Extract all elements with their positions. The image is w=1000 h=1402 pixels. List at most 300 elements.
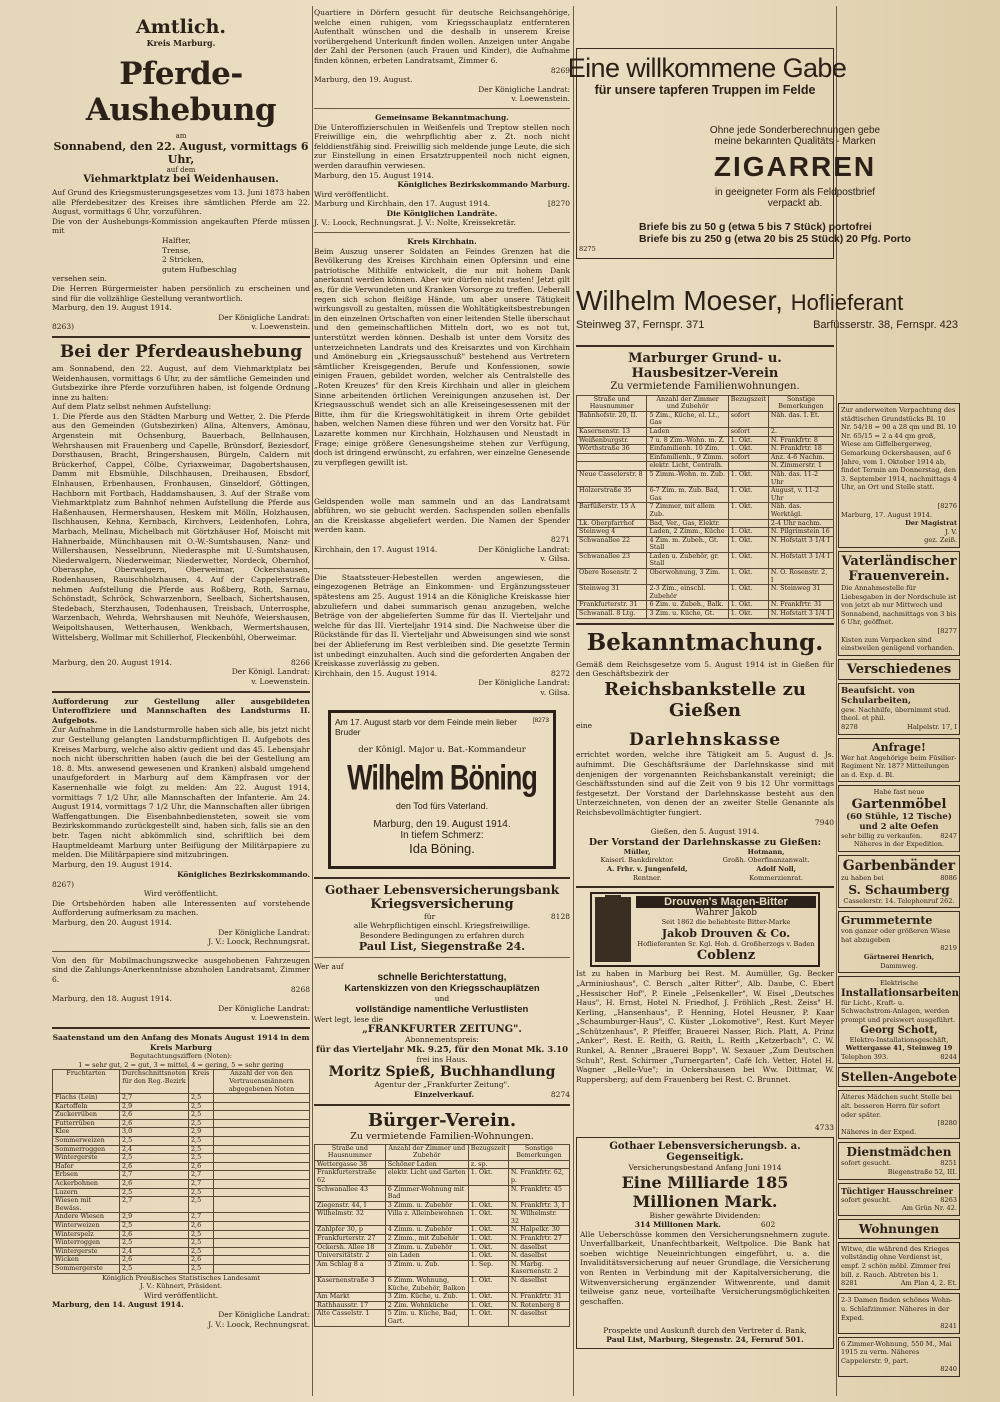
cell: Schwanallee 22 <box>577 536 647 552</box>
cell: Steinweg 31 <box>577 585 647 601</box>
cell: Alte Casselstr. 1 <box>315 1310 386 1326</box>
ref-number: 8272 <box>550 668 570 678</box>
pferde-body: Die Herren Bürgermeister haben persönlich zu erscheinen und sind für die vollzählige Gestellung verantwortlich. <box>52 283 310 303</box>
death-text: den Tod fürs Vaterland. <box>395 800 489 811</box>
signature: Der Königliche Landrat: <box>478 84 570 94</box>
death-intro: Am 17. August starb vor dem Feinde mein lieber Bruder <box>335 716 517 737</box>
cell: 1. Okt. <box>728 536 768 552</box>
table-row <box>577 427 834 436</box>
text-eine: eine <box>576 720 593 730</box>
signature: v. Loewenstein. <box>511 94 570 104</box>
cell: 2 Zim. Wohnküche <box>385 1301 468 1310</box>
cell-empty <box>213 1137 309 1146</box>
cell: Rathhausstr. 17 <box>315 1301 386 1310</box>
cell-empty <box>213 1111 309 1120</box>
cell: 4 Zim. m. Zubeh., Gt. Stall <box>647 536 728 552</box>
gm-title: Gartenmöbel <box>851 796 947 812</box>
gotha-sub: Kriegsversicherung <box>370 896 514 912</box>
pferde-items <box>52 236 310 274</box>
cell-name: Kartoffeln <box>53 1102 120 1111</box>
gartenmoebel-ad <box>838 785 960 852</box>
zigarren-word: ZIGARREN <box>713 151 877 182</box>
cell: sofort <box>728 411 768 427</box>
frauenverein-ad <box>838 551 960 656</box>
signature: gez. Zeiß. <box>924 536 957 545</box>
cell-empty <box>213 1256 309 1265</box>
cell: Schwanallee 23 <box>577 552 647 568</box>
cell: Holzerstraße 35 <box>577 487 647 503</box>
cell: N. Frankfrtr. 18 <box>768 445 833 454</box>
table-row <box>577 536 834 552</box>
cell: Näh. das. Werktägl. <box>768 503 833 519</box>
gb-body: zu haben bei <box>841 874 884 883</box>
drouven-list: Ist zu haben in Marburg bei Rest. M. Aumüller, Gg. Becker „Arminiushaus", C. Bersch „alter Ritter", Alb. Daube, C. Ebert „Hessischer Hof", P. Einele „Felsenkeller", W. Eisel „Deutsches Haus", H. Ernst, Hotel N. Friedhof, J. Fröhlich „Rest. Zeiss" H. Kerling, „Hansenhaus", P. Henning, Hotel Heusner, P. Kaar „Schaumburger-Haus", C. Küster „Lokomotive", Rest. Kurt Meyer „Schützenhaus", P. Pfeiffer, Brauerei Nasser, Rich. Platt, A. Prinz „Anker", Rest. E. Reith, G. Reith, L. Reith „Ketzerbach", C. W. Runkel, A. Renner „Brauerei Bopp", W. Sexauer „Zum Deutschen Schuh", Rest. Schirmer „Turnergarten", Café Ich. Vetter, Hotel H. Wagner „Belle-Vue"; in Ockershausen bei Ww. Dittmar, W. Ruppersberg; auf dem Frauenberg bei Rest. C. Brunnet. <box>576 969 834 1084</box>
anfrage-ad <box>838 738 960 783</box>
column-classifieds <box>838 400 960 1380</box>
kirchhain-body: Beim Auszug unserer Soldaten an Feindes Grenzen hat die Bevölkerung des Kreises Kirchhain einen Opfersinn und eine patriotische Mithilfe entwickelt, die nur mit hohem Dank anerkannt werden können. Aber wir dürfen nicht rasten! Jetzt gilt es, für die Verwundeten und Kranken Vorsorge zu treffen. Ueberall regen sich schon fleißige Hände, um aber unsere Tätigkeit wirkungsvoll zu gestalten, müssen die Wohltätigkeitsbestrebungen in den einzelnen Ortschaften von einer leitenden Stelle überschaut und den gemeinschaftlichen Mitteln dort, wo es not tut, unterstützt werden können. Deshalb ist unter dem Vorsitz des unterzeichneten Landrats und des Kreisarztes und von Kirchhain und Amöneburg ein „Kriegsausschuß" bestehend aus Vertretern sämtlicher Kreisgegenden, Berufe und Konfessionen, sowie einigen Frauen, gebildet worden, welcher als Centralstelle des „Roten Kreuzes" für den Kreis Kirchhain und aller in gleichem Sinne arbeitenden örtlichen Vereinigungen anzusehen ist. Der Kriegsausschuß wendet sich an alle Kreiseingesessenen mit der Bitte, ihm für die Kriegswohltätigkeit in ihrem Orte gebildet haben, welchen Namen diese führen und wer den Vorsitz hat. Für Lazarette kommen nur Kirchhain, Holzhausen und Neustadt in Frage; einige größere Genesungsheime stehen zur Verfügung, doch ist dringend erwünscht, zu erfahren, wer einzelne Genesende zu verpflegen gewillt ist. <box>314 246 570 467</box>
ffz-line: Wert legt, lese die <box>314 1014 384 1024</box>
cell: z. sp. <box>468 1160 508 1169</box>
cell: 6 Zimmer-Wohnung mit Bad <box>385 1185 468 1201</box>
kirchhain-title: Kreis Kirchhain. <box>407 237 477 247</box>
table-row <box>53 1239 310 1248</box>
cell-name: Futterrüben <box>53 1119 120 1128</box>
table-row <box>53 1197 310 1213</box>
cell: Am Schlag 8 a <box>315 1260 386 1276</box>
gotha-agent: Paul List, Siegenstraße 24. <box>358 940 526 954</box>
cell: N. O. Rosenstr. 2, I <box>768 569 833 585</box>
quartiere-notice: Quartiere in Dörfern gesucht für deutsche Reichsangehörige, welche einen ruhigen, vom Kriegsschauplatz entfernteren Aufenthalt wünschen und die deshalb in unserem Kreise vorübergehend Unterkunft finden wollen. Anzeigen unter Angabe der Zahl der Personen (auch Frauen und Kinder), die Aufnahme finden können, erbeten Landratsamt, Zimmer 6. <box>314 8 570 65</box>
drouven-city: Coblenz <box>696 948 756 964</box>
kirchhain-body: Geldspenden wolle man sammeln und an das Landratsamt abführen, wo sie gebucht werden. Sachspenden sollen ebenfalls an die Kreiskasse abgeliefert werden. Die Namen der Spender werden kann. <box>314 496 570 535</box>
wohnung-body: 2-3 Damen finden schönes Wohn- u. Schlafzimmer. Näheres in der Exped. <box>841 1296 953 1322</box>
ref-number: 8241 <box>940 1322 957 1331</box>
gabe-porto: Briefe bis zu 250 g (etwa 20 bis 25 Stück) 20 Pfg. Porto <box>639 233 911 245</box>
cell: N. Frankfrtr. 45 <box>508 1185 569 1201</box>
amtlich-heading: Amtlich. <box>135 16 227 38</box>
ref-number: 7940 <box>814 817 834 827</box>
cell: Schwanallee 43 <box>315 1185 386 1201</box>
cell: 7 Zimmer, mit allem Zub. <box>647 503 728 519</box>
cell-value: 2,5 <box>120 1154 189 1163</box>
text-am: am <box>175 132 187 140</box>
cell-name: Wintergerste <box>53 1247 120 1256</box>
ref-number: 8278 <box>841 722 858 731</box>
frauenverein-body: Die Annahmestelle für Liebesgaben in der Nordschule ist von jetzt ab nur Mittwoch und Sonnabend, nachmittags von 3 bis 6 Uhr, geöffnet. <box>841 583 957 627</box>
cell: Anz. 4-6 Nachm. <box>768 453 833 462</box>
cell: 1. Okt. <box>468 1201 508 1210</box>
cell-value: 2,6 <box>120 1162 189 1171</box>
list-item: Halfter, <box>162 235 191 245</box>
cell-value: 2,5 <box>188 1239 213 1248</box>
table-row <box>53 1180 310 1189</box>
text-und: und <box>434 993 450 1003</box>
darlehnskasse-title: Darlehnskasse <box>628 730 782 751</box>
ref-number: 8086 <box>940 874 957 883</box>
column-notices-ads <box>314 8 570 1327</box>
cell-name: Wicken <box>53 1256 120 1265</box>
ref-number: 8267) <box>52 879 75 889</box>
text-fur: für <box>424 911 436 921</box>
cell-name: Klee <box>53 1128 120 1137</box>
cell: 1. Okt. <box>468 1252 508 1261</box>
drouven-sub: Wahrer Jakob <box>694 908 758 919</box>
cell <box>468 1185 508 1201</box>
address: Casselerstr. 14. Telephonruf 262. <box>843 896 955 905</box>
table-header: Fruchtarten <box>53 1070 120 1094</box>
date-line: Marburg, den 19. August 1914. <box>52 860 172 870</box>
table-row <box>315 1185 570 1201</box>
cell: 5 Zim. u. Küche, Bad, Gart. <box>385 1310 468 1326</box>
el-pre: Elektrische <box>880 979 918 988</box>
cell: 1. Okt. <box>468 1169 508 1185</box>
wohnung-body: Witwe, die während des Krieges vollständig ohne Verdienst ist, empf. 2 schön möbl. Zimmer frei bill. z. Rauch. Abtreten bis 1. <box>841 1244 951 1279</box>
ref-number: 4733 <box>814 1123 834 1133</box>
date-line: Gießen, den 5. August 1914. <box>650 827 760 837</box>
cell-empty <box>213 1188 309 1197</box>
table-row <box>577 569 834 585</box>
gr-title: Grummeternte <box>841 914 933 928</box>
cell-value: 2,5 <box>188 1119 213 1128</box>
cell: Wörthstraße 36 <box>577 445 647 454</box>
pferde-date-line: Sonnabend, den 22. August, vormittags 6 Uhr, <box>53 140 309 166</box>
ref-number: [8276 <box>937 502 957 510</box>
cell: Steinweg 4 <box>577 528 647 537</box>
el-body: für Licht-, Kraft- u. Schwachstrom-Anlagen, werden prompt und preiswert ausgeführt. <box>841 998 956 1024</box>
signature: Der Königliche Landrat: <box>218 1003 310 1013</box>
wird-veroeffentlicht: Wird veröffentlicht. <box>143 889 219 899</box>
gabe-sub: für unsere tapferen Truppen im Felde <box>594 83 816 97</box>
moeser-ad <box>576 285 958 331</box>
ffz-abo: Abonnementspreis: <box>405 1035 479 1045</box>
cell: 1. Okt. <box>728 470 768 486</box>
ref-number: 8251 <box>940 1159 957 1168</box>
signature: J. V.: Loock, Rechnungsrat. <box>208 937 310 947</box>
cell-value: 2,7 <box>120 1197 189 1213</box>
column-rule <box>573 6 574 1396</box>
cell-value: 2,5 <box>120 1137 189 1146</box>
date-line: Marburg, den 19. August. <box>314 75 413 85</box>
saatenstand-footer: J. V.: Kühnert, Präsident. <box>140 1282 222 1291</box>
cell: Bahnhofstr. 20, II. <box>577 411 647 427</box>
ref-number: 602 <box>760 1220 776 1230</box>
cell: Wilhelmstr. 32 <box>315 1210 386 1226</box>
cell: Frankfurterstraße 62 <box>315 1169 386 1185</box>
cell: 2-4 Uhr nachm. <box>768 519 833 528</box>
table-row <box>315 1260 570 1276</box>
cell-name: Flachs (Lein) <box>53 1094 120 1103</box>
gr-name: Gärtnerei Henrich, <box>863 953 935 962</box>
wohnungen-heading: Wohnungen <box>838 1219 960 1239</box>
bekanntmachung-intro: Gemäß dem Reichsgesetze vom 5. August 1914 ist in Gießen für den Geschäftsbezirk der <box>576 659 834 679</box>
cell-value: 2,5 <box>120 1239 189 1248</box>
cell-value: 2,5 <box>120 1188 189 1197</box>
cell: ein Laden <box>385 1252 468 1261</box>
cell-name: Winterroggen <box>53 1239 120 1248</box>
cell: N. Steinweg 31 <box>768 585 833 601</box>
cell: Laden u. Zubehör, gr. Stall <box>647 552 728 568</box>
cell: 4 Zimm. u. Zubehör <box>385 1226 468 1235</box>
ffz-line: vollständige namentliche Verlustlisten <box>355 1003 529 1015</box>
cell: Bad, Ver., Gas, Elektr. <box>647 519 728 528</box>
table-header: Sonstige Bemerkungen <box>768 395 833 411</box>
cell: Einfamilienh., 9 Zimm. <box>647 453 728 462</box>
cell-name: Winterweizen <box>53 1222 120 1231</box>
cell <box>577 453 647 462</box>
cell: 1. Okt. <box>728 610 768 619</box>
gl-agent: Paul List, Marburg, Siegenstr. 24, Fernruf 501. <box>606 1335 804 1345</box>
cell: Lk. Oberpfarrhof <box>577 519 647 528</box>
cell: 1. Okt. <box>468 1277 508 1293</box>
ref-number: 8269 <box>550 65 570 75</box>
ffz-frei: frei ins Haus. <box>416 1054 468 1064</box>
cell: N. daselbst <box>508 1252 569 1261</box>
vorstand-member: Müller, <box>623 847 651 856</box>
ffz-line: schnelle Berichterstattung, <box>377 971 507 983</box>
cell-value: 2,5 <box>188 1247 213 1256</box>
cell-value: 2,6 <box>188 1256 213 1265</box>
mgh-table <box>576 395 834 619</box>
cell: 6-7 Zim. m. Zub. Bad, Gas <box>647 487 728 503</box>
table-row <box>53 1162 310 1171</box>
cell: Wettergasse 38 <box>315 1160 386 1169</box>
ref-number: 8128 <box>550 911 570 921</box>
kreis-heading: Kreis Marburg. <box>146 38 216 48</box>
cell: Weißenburgstr. <box>577 436 647 445</box>
cell-value: 2,5 <box>120 1222 189 1231</box>
gl-stand: Versicherungsbestand Anfang Juni 1914 <box>628 1162 782 1172</box>
verschiedenes-heading: Verschiedenes <box>838 659 960 680</box>
moeser-address: Steinweg 37, Fernspr. 371 <box>576 318 705 331</box>
cell: 3 Zimm. u. Zub. <box>385 1260 468 1276</box>
gm-pre: Habe fast neue <box>873 788 925 797</box>
cell: 5 Zimm.-Wohn. m. Zub. <box>647 470 728 486</box>
cell: N. daselbst <box>508 1277 569 1293</box>
cell: 7 u. 8 Zim.-Wohn. m. Z. <box>647 436 728 445</box>
cell: N. Hofstatt 3 1/4 I <box>768 552 833 568</box>
stellen-angebote-heading: Stellen-Angebote <box>838 1067 960 1087</box>
cell: Frankfurterstr. 31 <box>577 601 647 610</box>
darlehnskasse-body: errichtet worden, welche ihre Tätigkeit am 5. August d. Js. aufnimmt. Die Geschäftsräume der Darlehnskasse sind mit denjenigen der vorgenannten Reichsbankanstalt vereinigt; die Geschäftsstunden sind auf die Zeit von 9 bis 12 Uhr vormittags festgesetzt. Der Vorstand der Darlehnskasse besteht aus den Unterzeichneten, von denen der an zweiter Stelle Genannte als Reichsbevollmächtigter fungiert. <box>576 750 834 817</box>
cell: elektr. Licht, Centralh. <box>647 462 728 471</box>
frauenverein-title: Vaterländischer Frauenverein. <box>841 553 957 584</box>
el-title: Installationsarbeiten <box>841 987 959 999</box>
cell: Am Markt <box>315 1293 386 1302</box>
drouven-firm: Hoflieferanten Sr. Kgl. Hoh. d. Großherzogs v. Baden <box>637 939 815 948</box>
cell: Frankfurterstr. 27 <box>315 1235 386 1244</box>
cell: 1. Okt. <box>468 1243 508 1252</box>
date-line: Marburg, den 19. August 1914. <box>52 303 172 313</box>
cell: N. Frankfrtr. 3, I <box>508 1201 569 1210</box>
list-item: gutem Hufbeschlag <box>162 264 237 274</box>
date-line: Marburg, den 18. August 1914. <box>52 994 172 1004</box>
ref-number: 8244 <box>940 1052 957 1061</box>
address: Näheres in der Exped. <box>841 1127 917 1136</box>
drouven-ad <box>590 892 820 967</box>
cell-empty <box>213 1247 309 1256</box>
bei-body: am Sonnabend, den 22. August, auf dem Viehmarktplatz bei Weidenhausen, vormittags 6 Uhr, zu der sämtliche Gemeinden und Gutsbezirke ihre Pferde vorzuführen haben, ist folgende Ordnung inne zu halten: <box>52 363 310 402</box>
table-header: Durchschnittsnoten für den Reg.-Bezirk <box>120 1070 189 1094</box>
address: Am Plan 4, 2. Et. <box>900 1278 957 1287</box>
ffz-price: für das Vierteljahr Mk. 9.25, für den Monat Mk. 3.10 <box>316 1044 568 1055</box>
gabe-line: meine bekannten Qualitäts - Marken <box>714 136 876 147</box>
saatenstand-rows <box>53 1094 310 1273</box>
signature: v. Gilsa. <box>540 554 570 564</box>
pferde-body: Auf Grund des Kriegsmusterungsgesetzes vom 13. Juni 1873 haben alle Pferdebesitzer des Kreises ihre sämtlichen Pferde am 22. August, vormittags 6 Uhr, vorzuführen. <box>52 188 310 217</box>
table-header: Straße und Hausnummer <box>315 1144 386 1160</box>
cell-value: 2,4 <box>120 1247 189 1256</box>
date-line: Marburg, den 14. August 1914. <box>52 1300 184 1310</box>
cell-value: 2,5 <box>120 1264 189 1273</box>
cell-value: 2,7 <box>188 1213 213 1222</box>
cell: N. daselbst <box>508 1310 569 1326</box>
cell: Ockersh. Allee 18 <box>315 1243 386 1252</box>
date-line: Kirchhain, den 15. August 1914. <box>314 668 438 678</box>
table-row <box>53 1137 310 1146</box>
aufforderung-body: Zur Aufnahme in die Landsturmrolle haben sich alle, bis jetzt nicht zur Gestellung gelangten Landsturmpflichtigen II. Aufgebots des Kreises Marburg, welche also aktiv gedient und das 45. Lebensjahr noch nicht überschritten haben (auch die bei der Gestellung am 18. 8. Mts. anwesend gewesenen und Kranken) alsbald umgehend unaufgefordert in Marburg auf dem Kämpfrasen vor der Kasernenhalle wie folgt zu melden: Am 22. August 1914, vormittags 7 1/2 Uhr, alle Mannschaften der Infanterie. Am 24. August 1914, vormittags 7 1/2 Uhr, die Mannschaften aller übrigen Waffengattungen. Die Eisenbahnbediensteten, soweit sie vom Bezirkskommando zurückgestellt sind, haben sich, falls sie an den betr. Tagen nicht abkömmlich sind, schriftlich bei dem Hauptmeldeamt Marburg unter Beifügung der Militärpapiere zu melden. Die Militärpapiere sind mitzubringen. <box>52 725 310 860</box>
grummeternte-ad <box>838 911 960 973</box>
cell: Obere Rosenstr. 2 <box>577 569 647 585</box>
cell: 1. Okt. <box>728 487 768 503</box>
cell: N. Frankfrtr. 31 <box>768 601 833 610</box>
frauenverein-body: Kisten zum Verpacken sind einstweilen genügend vorhanden. <box>841 635 955 653</box>
cell: 1. Okt. <box>728 601 768 610</box>
date-line: Marburg, den 20. August 1914. <box>52 657 172 667</box>
ffz-einzel: Einzelverkauf. <box>414 1089 475 1099</box>
cell-empty <box>213 1171 309 1180</box>
signature: v. Loewenstein. <box>251 322 310 332</box>
gotha-title: Gothaer Lebensversicherungsbank <box>324 882 560 897</box>
signature: v. Loewenstein. <box>251 1013 310 1023</box>
ffz-agent: Agentur der „Frankfurter Zeitung". <box>374 1080 510 1090</box>
ref-number: 8281 <box>841 1278 858 1287</box>
cell-value: 3,0 <box>120 1128 189 1137</box>
date-line: Marburg, 17. August 1914. <box>841 510 932 519</box>
wohnung-ad <box>838 1337 960 1377</box>
table-row <box>315 1210 570 1226</box>
table-row <box>577 411 834 427</box>
cell-empty <box>213 1230 309 1239</box>
address: Näheres in der Expedition. <box>853 840 945 849</box>
death-place: Marburg, den 19. August 1914. <box>373 818 511 830</box>
cell: 1. Okt. <box>728 585 768 601</box>
cell: N. daselbst <box>508 1243 569 1252</box>
signature: J. V. <box>944 527 957 536</box>
date-line: Marburg, den 15. August 1914. <box>314 170 434 180</box>
saatenstand-title: Saatenstand um den Anfang des Monats August 1914 in dem Kreis Marburg <box>52 1032 310 1052</box>
ref-number: 8271 <box>550 535 570 545</box>
cell-value: 2,5 <box>188 1137 213 1146</box>
death-name: Wilhelm Böning <box>347 758 537 798</box>
verpachtung-ad <box>838 403 960 548</box>
cell: sofort <box>728 427 768 436</box>
date-line: Marburg und Kirchhain, den 17. August 1914. <box>314 199 491 209</box>
ref-number: 8263 <box>940 1195 957 1204</box>
cell: 1. Okt. <box>728 503 768 519</box>
cell-value: 2,9 <box>120 1213 189 1222</box>
wohnung-body: 6 Zimmer-Wohnung, 550 M., Mai 1915 zu verm. Näheres Cappelerstr. 9, part. <box>841 1339 952 1365</box>
cell: N. Marbg. Kasernenstr. 2 <box>508 1260 569 1276</box>
pferde-body: versehen sein. <box>52 274 107 284</box>
cell-empty <box>213 1128 309 1137</box>
cell: N. Hofstatt 3 1/4 I <box>768 536 833 552</box>
cell-value: 2,7 <box>188 1171 213 1180</box>
table-row <box>577 487 834 503</box>
signature: Der Magistrat <box>905 519 957 528</box>
cell: Einfamilienh. 10 Zim. <box>647 445 728 454</box>
vorstand-member: A. Frhr. v. Jungenfeld, <box>606 864 688 873</box>
bei-der-pferdeaushebung-title: Bei der Pferdeaushebung <box>59 341 303 362</box>
cell-value: 2,6 <box>188 1162 213 1171</box>
cell-name: Ackerbohnen <box>53 1180 120 1189</box>
moeser-title: Hoflieferant <box>790 289 904 315</box>
el-name: Georg Schott, <box>860 1024 938 1036</box>
column-rule <box>312 6 313 1396</box>
cell: 1. Okt. <box>468 1310 508 1326</box>
cell: Laden <box>647 427 728 436</box>
staatssteuer-body: Die Staatssteuer-Hebestellen werden angewiesen, die eingezogenen Beträge an Einkommen- und Ergänzungssteuer spätestens am 25. August 1914 an die Königliche Kreiskasse hier abzuliefern und dabei summarisch genau anzugeben, welche Beträge von der abgelieferten Summe für das II. Vierteljahr und welche für das III. Vierteljahr 1914 sind. Die Nachweise über die Rückstände für das II. Vierteljahr und Abweisungen sind wie sonst bei der Ablieferung im Rest verbleiben sind. Die gesetzte Termin ist unbedingt einzuhalten. Auch sind die geforderten Angaben der Kreiskasse zuverlässig zu geben. <box>314 572 570 669</box>
schularbeiten-title: Beaufsicht. von Schularbeiten, <box>841 685 915 706</box>
installation-ad <box>838 976 960 1064</box>
cell: N. Zimmerstr. 1 <box>768 462 833 471</box>
cell-name: Luzern <box>53 1188 120 1197</box>
table-row <box>53 1094 310 1103</box>
gabe-porto: Briefe bis zu 50 g (etwa 5 bis 7 Stück) portofrei <box>639 221 872 233</box>
cell-value: 2,5 <box>188 1102 213 1111</box>
bottle-icon <box>595 897 631 962</box>
cell-empty <box>213 1102 309 1111</box>
gl-div: Bisher gewährte Dividenden: <box>649 1210 761 1220</box>
cell-value: 2,5 <box>188 1197 213 1213</box>
gabe-line: Ohne jede Sonderberechnungen gebe <box>709 125 881 136</box>
ref-number: [8273 <box>532 716 549 724</box>
tb-title: Tüchtiger Hausschreiner <box>841 1185 953 1196</box>
cell-name: Sommerroggen <box>53 1145 120 1154</box>
cell: 3 Zim. u. Küche, Gt. <box>647 610 728 619</box>
death-signer: Ida Böning. <box>409 840 475 856</box>
gemeinsame-body: Die Unteroffizierschulen in Weißenfels und Treptow stellen noch Freiwillige ein, die wehrpflichtig aber z. Zt. noch nicht felddienstfähig sind. Freiwillig sich meldende junge Leute, die sich zur Einstellung in einen Ersatztruppenteil noch nicht eignen, werden daraufhin verwiesen. <box>314 122 570 170</box>
cell: 1. Okt. <box>728 528 768 537</box>
saatenstand-scale: 1 = sehr gut, 2 = gut, 3 = mittel, 4 = gering, 5 = sehr gering <box>78 1060 284 1069</box>
signature: Königliches Bezirkskommando. <box>177 870 310 880</box>
cell-value: 2,6 <box>120 1180 189 1189</box>
cell-name: Sommergerste <box>53 1264 120 1273</box>
ref-number: 8247 <box>940 831 957 840</box>
cell-value: 2,6 <box>120 1111 189 1120</box>
pferde-aushebung-title: Pferde-Aushebung <box>85 56 277 128</box>
garbenbaender-ad <box>838 855 960 908</box>
tb-body: sofort gesucht. <box>841 1195 892 1204</box>
cell-value: 2,6 <box>120 1256 189 1265</box>
signature: v. Loewenstein. <box>251 677 310 687</box>
dm-body: sofort gesucht. <box>841 1159 892 1168</box>
gb-name: S. Schaumberg <box>848 882 950 897</box>
cell-name: Sommerweizen <box>53 1137 120 1146</box>
cell: Näh. das. I. Et. <box>768 411 833 427</box>
vorstand-role: Großh. Oberfinanzanwalt. <box>722 856 810 865</box>
list-item: Trense, <box>162 245 191 255</box>
cell-name: Winterspelz <box>53 1230 120 1239</box>
table-row <box>577 528 834 537</box>
gm-sub: (60 Stühle, 12 Tische) und 2 alte Oefen <box>846 811 952 832</box>
ref-number: 8263) <box>52 322 75 332</box>
table-row <box>53 1247 310 1256</box>
vorstand-role: Kommerzienrat. <box>749 873 804 882</box>
saatenstand-table <box>52 1069 310 1273</box>
table-row <box>577 470 834 486</box>
cell-value: 2,7 <box>120 1094 189 1103</box>
cell: N. Frankfrtr. 27 <box>508 1235 569 1244</box>
